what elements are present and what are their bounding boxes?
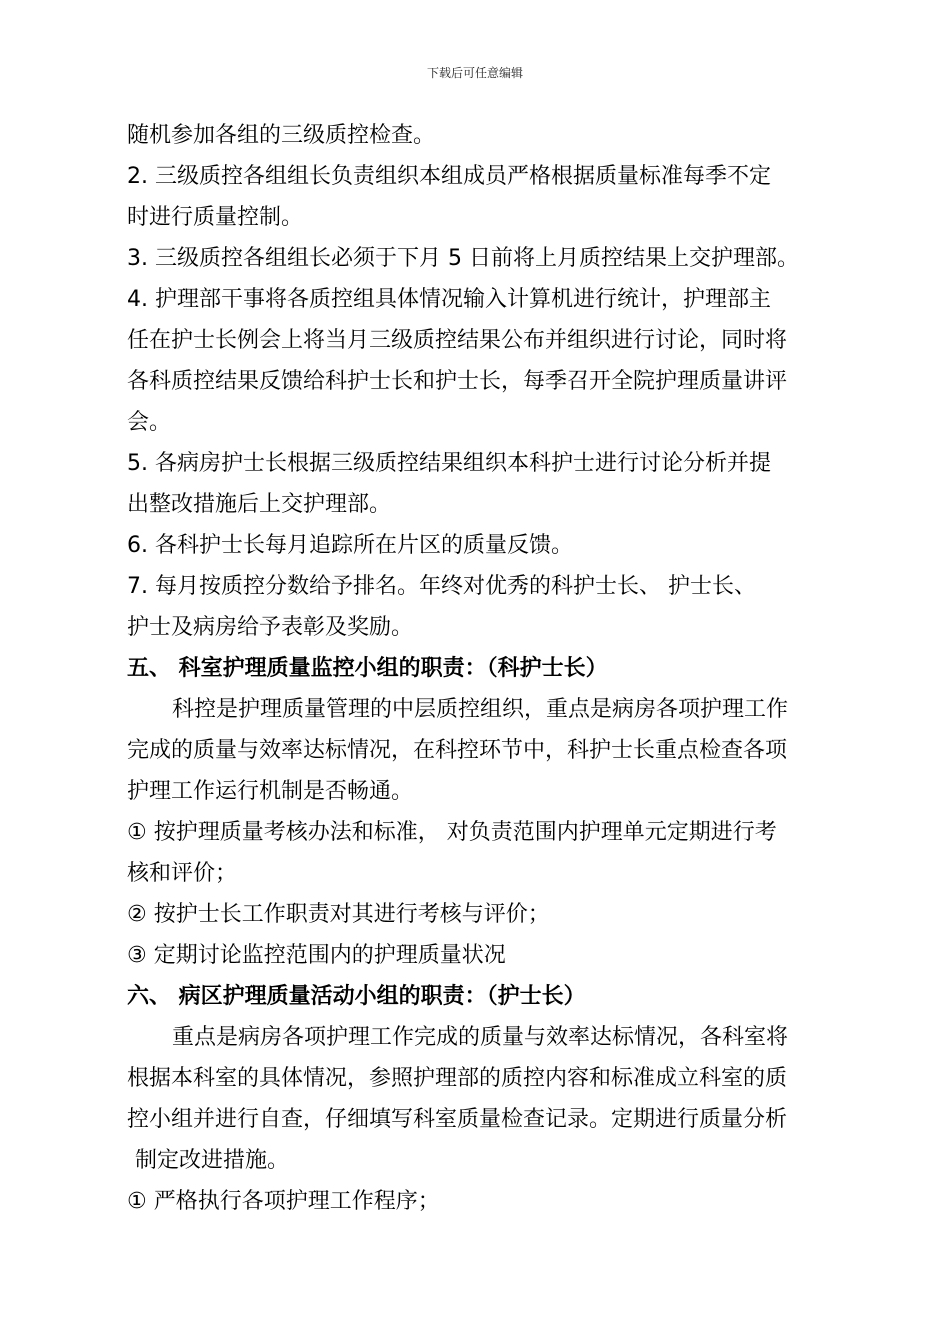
list-item-2: 2. 三级质控各组组长负责组织本组成员严格根据质量标准每季不定	[127, 164, 771, 189]
document-body	[127, 115, 827, 1222]
circled-item-3: ③ 定期讨论监控范围内的护理质量状况	[127, 943, 506, 968]
list-item-3: 3. 三级质控各组组长必须于下月 5 日前将上月质控结果上交护理部。	[127, 246, 799, 271]
paragraph-line: 护理工作运行机制是否畅通。	[127, 779, 414, 804]
paragraph-line: 会。	[127, 410, 172, 435]
paragraph-first-line: 重点是病房各项护理工作完成的质量与效率达标情况，各科室将	[172, 1025, 789, 1050]
paragraph-line: 任在护士长例会上将当月三级质控结果公布并组织进行讨论，同时将	[127, 328, 788, 353]
paragraph-line: 根据本科室的具体情况，参照护理部的质控内容和标准成立科室的质	[127, 1066, 788, 1091]
paragraph-line: 制定改进措施。	[135, 1148, 290, 1173]
paragraph-line: 随机参加各组的三级质控检查。	[127, 123, 436, 148]
list-item-5: 5. 各病房护士长根据三级质控结果组织本科护士进行讨论分析并提	[127, 451, 771, 476]
paragraph-line: 时进行质量控制。	[127, 205, 304, 230]
list-item-7: 7. 每月按质控分数给予排名。年终对优秀的科护士长、 护士长、	[127, 574, 756, 599]
paragraph-line: 护士及病房给予表彰及奖励。	[127, 615, 414, 640]
page-header: 下载后可任意编辑	[426, 66, 523, 80]
list-item-4: 4. 护理部干事将各质控组具体情况输入计算机进行统计，护理部主	[127, 287, 771, 312]
paragraph-line: 完成的质量与效率达标情况，在科控环节中，科护士长重点检查各项	[127, 738, 788, 763]
paragraph-line: 各科质控结果反馈给科护士长和护士长，每季召开全院护理质量讲评	[127, 369, 788, 394]
paragraph-line: 控小组并进行自查，仔细填写科室质量检查记录。定期进行质量分析	[127, 1107, 788, 1132]
circled-item-2: ② 按护士长工作职责对其进行考核与评价；	[127, 902, 550, 927]
circled-item-1: ① 严格执行各项护理工作程序；	[127, 1189, 440, 1214]
paragraph-line: 核和评价；	[127, 861, 238, 886]
section-heading-5: 五、 科室护理质量监控小组的职责：（科护士长）	[127, 656, 608, 681]
section-heading-6: 六、 病区护理质量活动小组的职责：（护士长）	[127, 984, 586, 1009]
paragraph-line: 出整改措施后上交护理部。	[127, 492, 392, 517]
list-item-6: 6. 各科护士长每月追踪所在片区的质量反馈。	[127, 533, 573, 558]
paragraph-first-line: 科控是护理质量管理的中层质控组织，重点是病房各项护理工作	[172, 697, 789, 722]
circled-item-1: ① 按护理质量考核办法和标准， 对负责范围内护理单元定期进行考	[127, 820, 777, 845]
